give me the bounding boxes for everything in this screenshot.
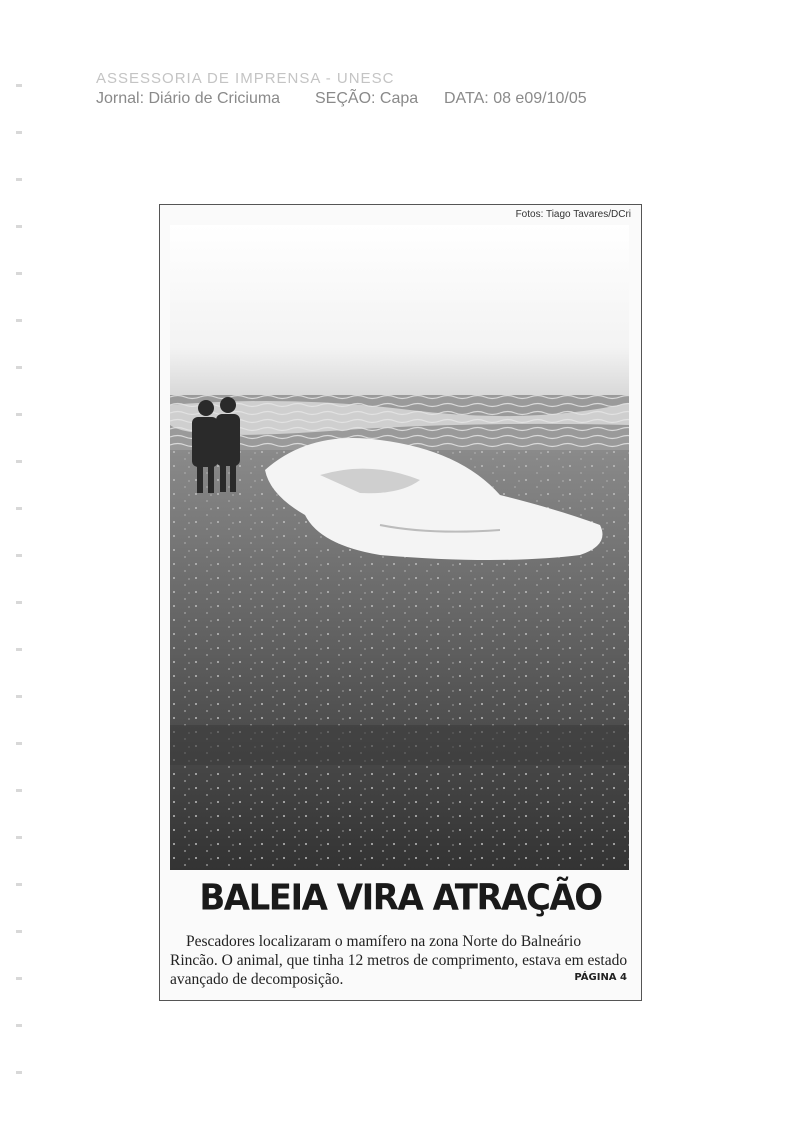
newspaper-name: Jornal: Diário de Criciuma [96,90,281,107]
photo-credit: Fotos: Tiago Tavares/DCri [515,209,631,220]
clipping-date: DATA: 08 e09/10/05 [444,90,587,107]
article-lead [170,932,629,989]
whale-beach-image [170,225,629,870]
article-lead-text: Pescadores localizaram o mamífero na zona Norte do Balneário Rincão. O animal, que tinha 12 metros de comprimento, estava em estado avançado de decomposição. [170,933,628,988]
scan-margin-marks [16,40,22,1100]
page-reference: PÁGINA 4 [574,972,627,983]
section-name: SEÇÃO: Capa [315,90,419,107]
press-office-line: ASSESSORIA DE IMPRENSA - UNESC [96,70,395,87]
newspaper-clipping [159,204,642,1001]
whale-photo [170,225,629,870]
headline: BALEIA VIRA ATRAÇÃO [199,877,602,919]
